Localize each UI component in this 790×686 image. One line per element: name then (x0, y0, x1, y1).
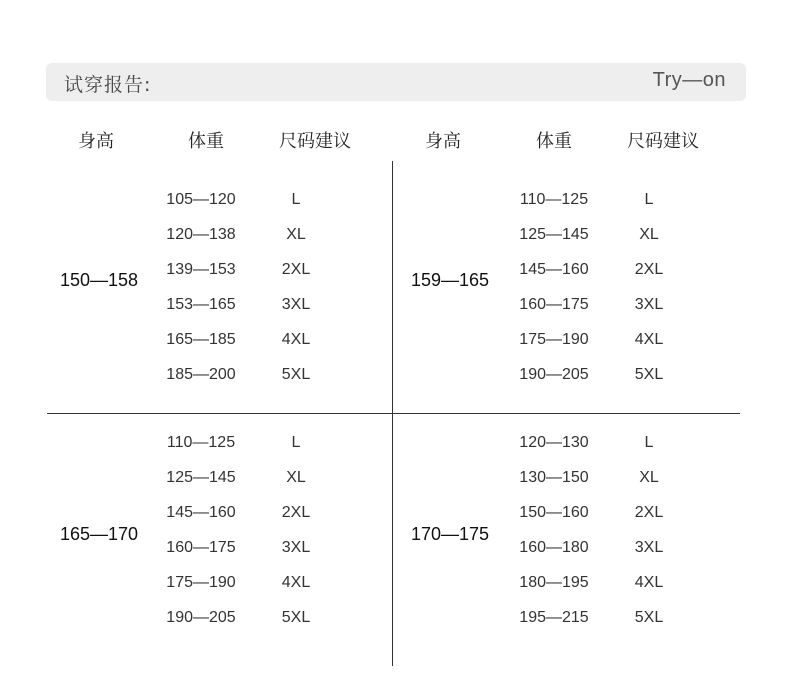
size-suggestion: XL (639, 226, 659, 243)
table-row (509, 469, 729, 493)
height-range: 165—170 (59, 524, 139, 544)
size-suggestion: L (644, 191, 654, 208)
header-height-right: 身高 (425, 131, 461, 152)
header-weight-left: 体重 (188, 131, 224, 152)
size-suggestion: XL (639, 469, 659, 486)
size-suggestion: 4XL (634, 574, 664, 591)
table-row (509, 296, 729, 320)
weight-range: 145—160 (166, 504, 236, 521)
table-row (509, 504, 729, 528)
table-row (509, 261, 729, 285)
header-height-left: 身高 (78, 131, 114, 152)
size-suggestion: 3XL (634, 539, 664, 556)
size-suggestion: 5XL (634, 609, 664, 626)
horizontal-divider-left (47, 413, 392, 414)
try-on-label: Try—on (652, 69, 726, 91)
header-size-left: 尺码建议 (279, 131, 351, 152)
weight-range: 195—215 (519, 609, 589, 626)
table-row (156, 296, 376, 320)
header-weight-right: 体重 (536, 131, 572, 152)
weight-range: 110—125 (519, 191, 589, 208)
size-suggestion: L (644, 434, 654, 451)
header-size-right: 尺码建议 (627, 131, 699, 152)
table-row (156, 469, 376, 493)
size-suggestion: XL (286, 226, 306, 243)
weight-range: 153—165 (166, 296, 236, 313)
weight-range: 120—138 (166, 226, 236, 243)
table-row (156, 539, 376, 563)
size-suggestion: 4XL (281, 331, 311, 348)
table-row (509, 609, 729, 633)
table-row (509, 226, 729, 250)
table-row (509, 434, 729, 458)
size-suggestion: 3XL (281, 539, 311, 556)
report-title: 试穿报告: (64, 74, 152, 96)
table-row (156, 574, 376, 598)
weight-range: 125—145 (519, 226, 589, 243)
table-row (156, 331, 376, 355)
size-suggestion: L (291, 434, 301, 451)
table-row (509, 574, 729, 598)
height-range: 150—158 (59, 270, 139, 290)
size-suggestion: 3XL (281, 296, 311, 313)
weight-range: 185—200 (166, 366, 236, 383)
size-suggestion: 5XL (281, 366, 311, 383)
table-row (509, 366, 729, 390)
size-suggestion: 5XL (634, 366, 664, 383)
size-suggestion: 2XL (634, 261, 664, 278)
weight-range: 120—130 (519, 434, 589, 451)
table-row (156, 191, 376, 215)
size-suggestion: 2XL (281, 261, 311, 278)
weight-range: 130—150 (519, 469, 589, 486)
weight-range: 150—160 (519, 504, 589, 521)
table-row (156, 226, 376, 250)
weight-range: 160—175 (519, 296, 589, 313)
table-row (156, 609, 376, 633)
weight-range: 125—145 (166, 469, 236, 486)
size-suggestion: 3XL (634, 296, 664, 313)
weight-range: 145—160 (519, 261, 589, 278)
weight-range: 165—185 (166, 331, 236, 348)
height-range: 170—175 (410, 524, 490, 544)
size-suggestion: 5XL (281, 609, 311, 626)
weight-range: 190—205 (166, 609, 236, 626)
weight-range: 139—153 (166, 261, 236, 278)
table-row (509, 331, 729, 355)
size-suggestion: 4XL (281, 574, 311, 591)
weight-range: 105—120 (166, 191, 236, 208)
table-row (156, 434, 376, 458)
size-suggestion: L (291, 191, 301, 208)
weight-range: 110—125 (166, 434, 236, 451)
weight-range: 175—190 (519, 331, 589, 348)
table-row (156, 261, 376, 285)
weight-range: 160—180 (519, 539, 589, 556)
table-row (156, 504, 376, 528)
horizontal-divider-right (393, 413, 740, 414)
size-suggestion: 2XL (634, 504, 664, 521)
height-range: 159—165 (410, 270, 490, 290)
size-suggestion: 4XL (634, 331, 664, 348)
weight-range: 175—190 (166, 574, 236, 591)
weight-range: 190—205 (519, 366, 589, 383)
table-row (509, 191, 729, 215)
size-suggestion: 2XL (281, 504, 311, 521)
weight-range: 160—175 (166, 539, 236, 556)
table-row (509, 539, 729, 563)
report-banner (46, 63, 746, 101)
size-suggestion: XL (286, 469, 306, 486)
weight-range: 180—195 (519, 574, 589, 591)
table-row (156, 366, 376, 390)
